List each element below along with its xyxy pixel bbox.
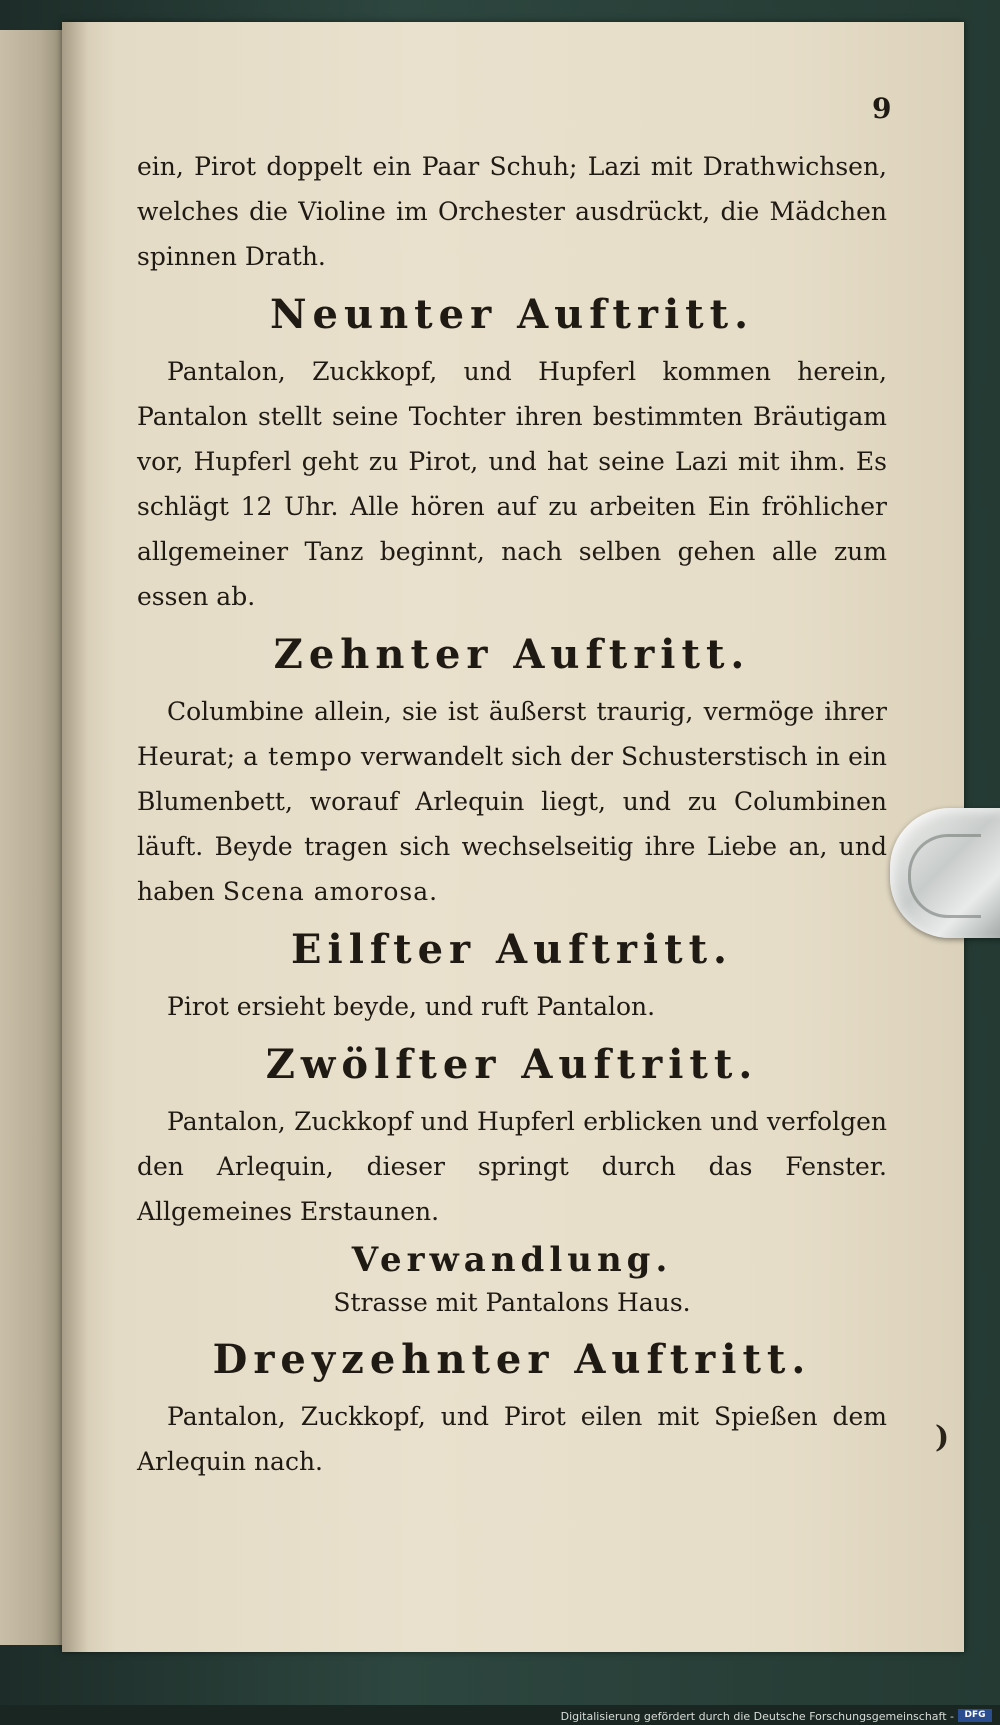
paragraph-3 [137, 689, 887, 914]
a-tempo-phrase: a tempo [243, 742, 353, 771]
paragraph-4: Pirot ersieht beyde, und ruft Pantalon. [167, 992, 656, 1021]
scena-amorosa-phrase: Scena amorosa. [222, 877, 439, 906]
paragraph-1: ein, Pirot doppelt ein Paar Schuh; Lazi mit Drathwichsen, welches die Violine im Orchester ausdrückt, die Mädchen spinnen Drath. [137, 152, 887, 271]
heading-neunter-auftritt: Neunter Auftritt. [269, 291, 755, 338]
paragraph-2: Pantalon, Zuckkopf, und Hupferl kommen herein, Pantalon stellt seine Tochter ihren bestimmten Bräutigam vor, Hupferl geht zu Pirot, und hat seine Lazi mit ihm. Es schlägt 12 Uhr. Alle hören auf zu arbeiten Ein fröhlicher allgemeiner Tanz beginnt, nach selben gehen alle zum essen ab. [137, 357, 887, 611]
book-page [62, 22, 964, 1652]
paragraph-5: Pantalon, Zuckkopf und Hupferl erblicken und verfolgen den Arlequin, dieser springt durch das Fenster. Allgemeines Erstaunen. [137, 1107, 887, 1226]
margin-ink-mark: ) [935, 1420, 950, 1455]
heading-zwoelfter-auftritt: Zwölfter Auftritt. [265, 1041, 759, 1088]
page-number: 9 [872, 92, 892, 125]
paragraph-6: Pantalon, Zuckkopf, und Pirot eilen mit Spießen dem Arlequin nach. [137, 1402, 887, 1476]
scene-description: Strasse mit Pantalons Haus. [333, 1288, 691, 1317]
page-clip-inner [908, 834, 981, 918]
heading-verwandlung: Verwandlung. [351, 1240, 673, 1280]
heading-zehnter-auftritt: Zehnter Auftritt. [273, 631, 751, 678]
heading-eilfter-auftritt: Eilfter Auftritt. [291, 926, 733, 973]
digitization-credit: Digitalisierung gefördert durch die Deutsche Forschungsgemeinschaft - [560, 1710, 954, 1723]
heading-dreyzehnter-auftritt: Dreyzehnter Auftritt. [212, 1336, 812, 1383]
page-text [137, 92, 892, 1484]
page-clip [890, 808, 1000, 938]
paragraph-3-part-a: Columbine allein, sie ist äußerst traurig, vermöge ihrer Heurat; [137, 697, 887, 771]
page-gutter-shadow [62, 22, 88, 1652]
paragraph-3-part-b: verwandelt sich der Schusterstisch in ein Blumenbett, worauf Arlequin liegt, und zu Columbinen läuft. Beyde tragen sich wechselseitig ihre Liebe an, und haben [137, 742, 887, 906]
dfg-logo-icon: DFG [958, 1709, 992, 1722]
